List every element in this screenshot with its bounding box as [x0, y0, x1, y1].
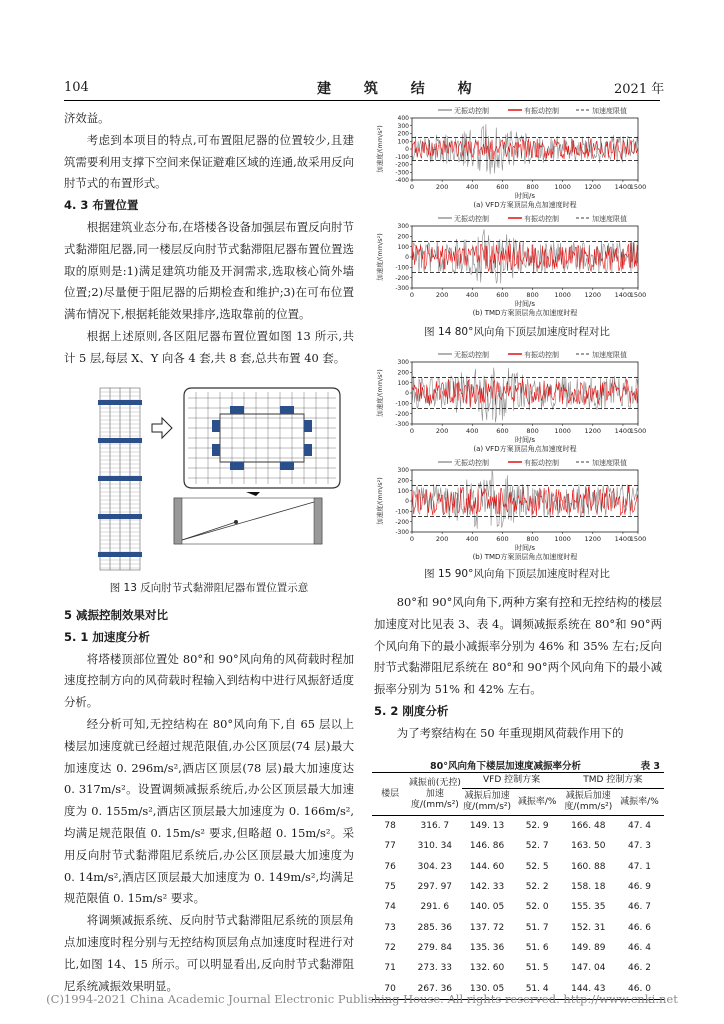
damper-marker	[280, 462, 294, 470]
x-tick-label: 800	[526, 291, 539, 299]
x-tick-label: 1500	[629, 427, 647, 435]
x-tick-label: 600	[496, 427, 509, 435]
legend-label: 加速度限值	[592, 215, 627, 223]
x-tick-label: 400	[466, 183, 479, 191]
x-tick-label: 600	[496, 183, 509, 191]
y-tick-label: -100	[395, 508, 409, 516]
damper-floor-band	[98, 400, 142, 405]
table-row	[372, 897, 664, 917]
subfigure-caption: (a) VFD方案顶层角点加速度时程	[473, 445, 577, 452]
y-axis-label: 加速度/(mm/s²)	[376, 369, 384, 417]
y-tick-label: 100	[397, 243, 409, 251]
table-3	[372, 756, 664, 1000]
table-cell: 51. 4	[525, 983, 549, 994]
table-cell: 279. 84	[417, 942, 453, 953]
paragraph: 将塔楼顶部位置处 80°和 90°风向角的风荷载时程加速度控制方向的风荷载时程输入到结构中进行风振舒适度分析。	[64, 651, 354, 710]
y-tick-label: -100	[395, 400, 409, 408]
y-tick-label: -300	[395, 169, 409, 177]
x-tick-label: 1400	[614, 427, 632, 435]
table-cell: 52. 2	[525, 882, 549, 893]
table-cell: 46. 7	[628, 902, 651, 913]
y-axis-label: 加速度/(mm/s²)	[376, 477, 384, 525]
legend-label: 加速度限值	[592, 351, 627, 359]
issue-year: 2021 年	[614, 82, 665, 97]
x-tick-label: 400	[466, 427, 479, 435]
table-cell: 51. 7	[525, 922, 549, 933]
y-tick-label: -300	[395, 529, 409, 537]
table-cell: 132. 60	[469, 963, 505, 974]
section-heading: 4. 3 布置位置	[64, 198, 139, 213]
paragraph: 考虑到本项目的特点,可布置阻尼器的位置较少,且建筑需要利用支撑下空间来保证避难区域的连通,故采用反向肘节式的布置形式。	[64, 132, 354, 191]
col-tmd-after: 减振后加速度/(mm/s²)	[562, 789, 615, 816]
table-cell: 51. 5	[525, 963, 549, 974]
subfigure-caption: (a) VFD方案顶层角点加速度时程	[473, 201, 577, 208]
table-cell: 149. 89	[571, 942, 606, 953]
table-cell: 52. 7	[525, 841, 549, 852]
table-label: 表 3	[640, 761, 660, 772]
table-cell: 285. 36	[417, 922, 453, 933]
x-tick-label: 1200	[584, 291, 602, 299]
col-before: 减振前(无控)加速度/(mm/s²)	[408, 773, 461, 816]
x-tick-label: 200	[435, 183, 449, 191]
table-cell: 144. 60	[469, 861, 505, 872]
table-cell: 316. 7	[420, 821, 450, 832]
arrow-icon	[152, 418, 172, 438]
table-cell: 146. 86	[469, 841, 505, 852]
x-tick-label: 600	[496, 291, 509, 299]
table-cell: 52. 0	[525, 902, 549, 913]
x-tick-label: 400	[466, 535, 479, 543]
damper-floor-band	[98, 438, 142, 443]
x-tick-label: 200	[435, 291, 449, 299]
legend-label: 有振动控制	[524, 107, 559, 115]
table-cell: 310. 34	[417, 841, 453, 852]
x-tick-label: 800	[526, 183, 539, 191]
col-vfd-rate: 减振率/%	[513, 789, 562, 816]
page-number: 104	[64, 80, 89, 95]
figure-15-caption: 图 15 90°风向角下顶层加速度时程对比	[424, 568, 610, 580]
figure-13-caption: 图 13 反向肘节式黏滞阻尼器布置位置示意	[109, 582, 309, 594]
table-cell: 70	[384, 983, 396, 994]
section-heading: 5. 1 加速度分析	[64, 629, 150, 644]
pointer-icon	[246, 492, 260, 496]
copyright-footer: (C)1994-2021 China Academic Journal Electronic Publishing House. All rights reserved. http://www.cnki.net	[46, 992, 678, 1006]
table-cell: 77	[384, 841, 396, 852]
table-cell: 163. 50	[571, 841, 606, 852]
y-tick-label: -300	[395, 421, 409, 429]
x-axis-label: 时间/s	[514, 192, 536, 200]
x-tick-label: 1400	[614, 535, 632, 543]
y-tick-label: 0	[405, 390, 409, 398]
table-cell: 46. 6	[628, 922, 651, 933]
paragraph: 根据上述原则,各区阻尼器布置位置如图 13 所示,共计 5 层,每层 X、Y 向各 4 套,共 8 套,总共布置 40 套。	[64, 328, 354, 365]
table-cell: 144. 43	[571, 983, 606, 994]
damper-marker	[212, 420, 220, 432]
table-row	[372, 836, 664, 856]
table-cell: 152. 31	[571, 922, 606, 933]
subfigure-caption: (b) TMD方案顶层角点加速度时程	[472, 309, 578, 316]
table-cell: 47. 3	[628, 841, 651, 852]
paragraph: 将调频减振系统、反向肘节式黏滞阻尼系统的顶层角点加速度时程分别与无控结构顶层角点加速度时程进行对比,如图 14、15 所示。可以明显看出,反向肘节式黏滞阻尼系统减振效果明显。	[64, 913, 354, 993]
y-tick-label: 200	[397, 369, 409, 377]
legend-label: 无振动控制	[454, 459, 489, 467]
paragraph: 济效益。	[64, 111, 110, 125]
header-rule	[64, 100, 660, 101]
x-axis-label: 时间/s	[514, 544, 536, 552]
damper-marker	[304, 420, 312, 432]
paragraph: 根据建筑业态分布,在塔楼各设备加强层布置反向肘节式黏滞阻尼器,同一楼层反向肘节式黏滞阻尼器布置位置选取的原则是:1)满足建筑功能及开洞需求,选取核心筒外墙位置;2)尽量便于阻尼器的后期检查和维护;3)在可布位置满布情况下,根据耗能效果排序,选取靠前的位置。	[64, 219, 354, 322]
series-no-control	[412, 229, 638, 283]
x-tick-label: 1200	[584, 183, 602, 191]
table-cell: 140. 05	[469, 902, 505, 913]
table-cell: 149. 13	[469, 821, 505, 832]
table-cell: 135. 36	[469, 942, 505, 953]
table-row	[372, 938, 664, 958]
x-tick-label: 1000	[554, 291, 571, 299]
x-tick-label: 0	[409, 291, 415, 299]
chart-fig15b	[372, 456, 662, 560]
table-cell: 155. 35	[571, 902, 606, 913]
table-cell: 297. 97	[417, 882, 453, 893]
x-tick-label: 600	[496, 535, 509, 543]
x-tick-label: 800	[526, 427, 539, 435]
left-column-bottom	[64, 605, 354, 997]
y-tick-label: 300	[397, 223, 409, 231]
x-tick-label: 200	[435, 535, 449, 543]
y-tick-label: 100	[397, 379, 409, 387]
table-cell: 137. 72	[469, 922, 505, 933]
table-cell: 52. 5	[525, 861, 549, 872]
y-tick-label: 100	[397, 487, 409, 495]
y-tick-label: -200	[395, 518, 409, 526]
y-tick-label: 0	[405, 254, 409, 262]
y-tick-label: 300	[397, 359, 409, 367]
table-cell: 147. 04	[571, 963, 606, 974]
damper-floor-band	[98, 476, 142, 481]
acceleration-table	[372, 772, 664, 1000]
right-column-text	[374, 592, 662, 745]
table-cell: 46. 4	[628, 942, 651, 953]
x-tick-label: 1500	[629, 291, 647, 299]
legend-label: 无振动控制	[454, 107, 489, 115]
col-tmd-rate: 减振率/%	[615, 789, 664, 816]
y-tick-label: 400	[397, 115, 409, 123]
damper-marker	[280, 406, 294, 414]
y-tick-label: 300	[397, 122, 409, 130]
col-vfd: VFD 控制方案	[462, 773, 562, 789]
table-cell: 52. 9	[525, 821, 549, 832]
x-tick-label: 1500	[629, 183, 647, 191]
x-tick-label: 1000	[554, 427, 571, 435]
x-tick-label: 1500	[629, 535, 647, 543]
x-tick-label: 0	[409, 427, 415, 435]
table-cell: 46. 9	[628, 882, 651, 893]
x-tick-label: 0	[409, 183, 415, 191]
x-tick-label: 1200	[584, 535, 602, 543]
legend-label: 无振动控制	[454, 215, 489, 223]
x-tick-label: 200	[435, 427, 449, 435]
table-cell: 75	[384, 882, 396, 893]
table-row	[372, 917, 664, 937]
legend-label: 加速度限值	[592, 459, 627, 467]
paragraph: 为了考察结构在 50 年重现期风荷载作用下的	[396, 725, 624, 740]
table-cell: 72	[384, 942, 396, 953]
figure-14-caption: 图 14 80°风向角下顶层加速度时程对比	[424, 326, 610, 338]
table-row	[372, 958, 664, 978]
y-tick-label: -300	[395, 285, 409, 293]
table-cell: 166. 48	[571, 821, 606, 832]
damper-marker	[230, 462, 244, 470]
table-cell: 142. 33	[469, 882, 505, 893]
legend-label: 有振动控制	[524, 215, 559, 223]
table-cell: 273. 33	[417, 963, 453, 974]
table-cell: 158. 18	[571, 882, 606, 893]
y-tick-label: 0	[405, 498, 409, 506]
damper-marker	[304, 444, 312, 456]
y-tick-label: -100	[395, 153, 409, 161]
subfigure-caption: (b) TMD方案顶层角点加速度时程	[472, 553, 578, 560]
y-tick-label: -200	[395, 410, 409, 418]
y-tick-label: -400	[395, 177, 409, 185]
table-cell: 304. 23	[417, 861, 453, 872]
legend-label: 加速度限值	[592, 107, 627, 115]
y-tick-label: 300	[397, 467, 409, 475]
table-title: 80°风向角下楼层加速度减振率分析	[430, 761, 581, 772]
x-tick-label: 1400	[614, 291, 632, 299]
x-axis-label: 时间/s	[514, 300, 536, 308]
table-cell: 76	[384, 861, 396, 872]
y-tick-label: -100	[395, 264, 409, 272]
figure-13	[96, 384, 354, 574]
y-tick-label: 200	[397, 477, 409, 485]
y-tick-label: -200	[395, 274, 409, 282]
x-axis-label: 时间/s	[514, 436, 536, 444]
legend-label: 有振动控制	[524, 459, 559, 467]
table-row	[372, 816, 664, 837]
x-tick-label: 1400	[614, 183, 632, 191]
table-cell: 291. 6	[420, 902, 450, 913]
figure-15-charts	[372, 348, 662, 560]
journal-title: 建 筑 结 构	[317, 81, 486, 97]
x-tick-label: 400	[466, 291, 479, 299]
x-tick-label: 1200	[584, 427, 602, 435]
series-no-control	[412, 124, 638, 174]
legend-label: 无振动控制	[454, 351, 489, 359]
table-cell: 267. 36	[417, 983, 453, 994]
x-tick-label: 1000	[554, 183, 571, 191]
damper-marker	[230, 406, 244, 414]
table-row	[372, 877, 664, 897]
col-floor: 楼层	[372, 773, 408, 816]
y-tick-label: 100	[397, 138, 409, 146]
table-cell: 130. 05	[469, 983, 505, 994]
table-cell: 78	[384, 821, 396, 832]
left-column-top	[64, 108, 354, 370]
y-tick-label: 200	[397, 130, 409, 138]
table-cell: 74	[384, 902, 396, 913]
y-axis-label: 加速度/(mm/s²)	[376, 233, 384, 281]
table-cell: 51. 6	[525, 942, 549, 953]
damper-marker	[212, 444, 220, 456]
section-heading: 5. 2 刚度分析	[374, 703, 449, 718]
col-tmd: TMD 控制方案	[562, 773, 664, 789]
chart-fig15a	[372, 348, 662, 452]
y-tick-label: 0	[405, 146, 409, 154]
table-cell: 160. 88	[571, 861, 606, 872]
table-cell: 46. 2	[628, 963, 651, 974]
table-cell: 47. 4	[628, 821, 651, 832]
chart-fig14b	[372, 212, 662, 316]
col-vfd-after: 减振后加速度/(mm/s²)	[462, 789, 513, 816]
damper-layout-diagram	[96, 384, 354, 574]
table-cell: 73	[384, 922, 396, 933]
y-tick-label: -200	[395, 161, 409, 169]
figure-14-charts	[372, 104, 662, 316]
x-tick-label: 800	[526, 535, 539, 543]
x-tick-label: 0	[409, 535, 415, 543]
y-axis-label: 加速度/(mm/s²)	[376, 125, 384, 173]
x-tick-label: 1000	[554, 535, 571, 543]
table-cell: 46. 0	[628, 983, 651, 994]
table-cell: 47. 1	[628, 861, 651, 872]
damper-floor-band	[98, 514, 142, 519]
y-tick-label: 200	[397, 233, 409, 241]
damper-floor-band	[98, 552, 142, 557]
chart-fig14a	[372, 104, 662, 208]
legend-label: 有振动控制	[524, 351, 559, 359]
table-row	[372, 857, 664, 877]
table-cell: 71	[384, 963, 396, 974]
plot-frame	[412, 118, 638, 180]
section-heading: 5 减振控制效果对比	[64, 608, 169, 622]
paragraph: 经分析可知,无控结构在 80°风向角下,自 65 层以上楼层加速度就已经超过规范限值,办公区顶层(74 层)最大加速度达 0. 296m/s²,酒店区顶层(78 层)最大加速度达 0. 317m/s²。设置调频减振系统后,办公区顶层最大加速度为 0. 155m/s²,酒店区顶层最大加速度为 0. 166m/s²,均满足规范限值 0. 15m/s² 要求,但略超 0. 15m/s²。采用反向肘节式黏滞阻尼系统后,办公区顶层最大加速度为 0. 14m/s²,酒店区顶层最大加速度为 0. 149m/s²,均满足规范限值 0. 15m/s² 要求。	[64, 716, 354, 906]
paragraph: 80°和 90°风向角下,两种方案有控和无控结构的楼层加速度对比见表 3、表 4。调频减振系统在 80°和 90°两个风向角下的最小减振率分别为 46% 和 35% 左右;反向肘节式黏滞阻尼系统在 80°和 90°两个风向角下的最小减振率分别为 51% 和 42% 左右。	[374, 595, 662, 697]
